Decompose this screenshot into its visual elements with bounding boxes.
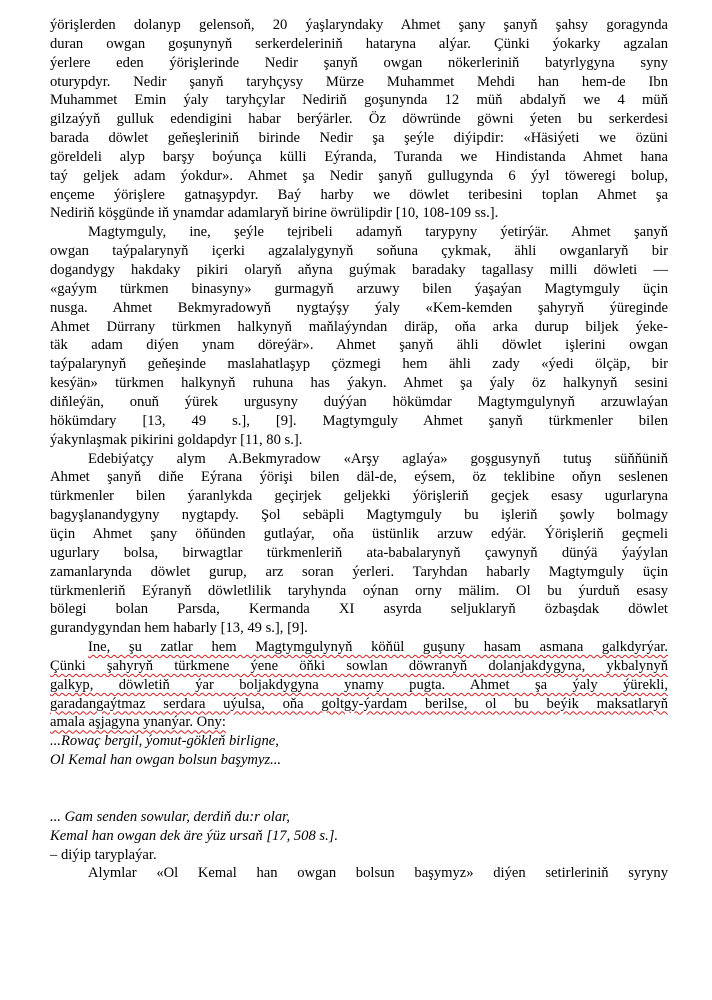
text-line: Edebiýatçy alym A.Bekmyradow «Arşy aglaýa» goşgusynyň tutuş süňňüniň — [88, 450, 668, 467]
text-line: diňleýän, onuň ýürek urgusyny duýýan hökümdar Magtymgulynyň arzuwlaýan — [50, 393, 668, 410]
text-line: täk adam diýen ynam döreýär». Ahmet şanyň ähli döwlet işlerini owgan — [50, 337, 668, 354]
text-line: Ahmet şanyň diňe Eýrana ýörişi bilen däl-de, eýsem, öz teklibine oňyn seslenen — [50, 469, 668, 486]
text-line: gilzaýyň gulluk edendigini habar berýärler. Öz döwründe göwni ýeten bu serkerdesi — [50, 111, 668, 128]
text-line: göreldeli alyp barşy boýunça külli Eýranda, Turanda we Hindistanda Ahmet hana — [50, 148, 668, 165]
text-line: bölegi bolan Parsda, Kermanda XI asyrda seljuklaryň özbaşdak döwlet — [50, 601, 668, 618]
text-line: türkmenleriň Eýranyň döwletlilik taryhynda oýnan orny mälim. Ol bu ýurduň esasy — [50, 582, 668, 599]
text-line — [50, 695, 668, 714]
spellcheck-underlined-text: Ine, şu zatlar hem Magtymgulynyň köňül guşuny hasam asmana galkdyrýar. — [88, 639, 668, 656]
text-line: üçin Ahmet şany öňünden gutlaýar, oňa üstünlik arzuw edýär. Ýörişleriň geçmeli — [50, 525, 668, 542]
verse-2 — [50, 808, 668, 846]
text-line: Magtymguly, ine, şeýle tejribeli adamyň tarypyny ýetirýär. Ahmet şanyň — [88, 224, 668, 241]
text-line: ýörişlerden dolanyp gelensoň, 20 ýaşlaryndaky Ahmet şany şanyň şahsy goragynda — [50, 17, 668, 33]
text-line — [50, 657, 668, 676]
text-line — [50, 713, 668, 732]
text-line — [50, 676, 668, 695]
text-line: Alymlar «Ol Kemal han owgan bolsun başymyz» diýen setirleriniň syryny — [88, 865, 668, 882]
text-line: ugurlary bolsa, birwagtlar türkmenleriň ata-babalarynyň çawynyň dünýä ýaýylan — [50, 544, 668, 561]
spellcheck-underlined-text: Çünki şahyryň türkmene ýene öňki sowlan döwranyň dolanjakdygyna, ykbalynyň — [50, 657, 668, 674]
verse-line: Ol Kemal han owgan bolsun başymyz... — [50, 752, 282, 769]
text-line: kesýän» türkmen halkynyň ruhuna has ýakyn. Ahmet şa ýaly öz halkynyň sesini — [50, 375, 668, 392]
verse-line: Kemal han owgan dek äre ýüz ursaň [17, 508 s.]. — [50, 827, 339, 844]
text-line: «gaýym türkmen binasyny» gurmagyň arzuwy bilen ýaşaýan Magtymguly üçin — [50, 280, 668, 297]
text-line: ençeme ýörişlere gatnaşypdyr. Baý harby we döwlet teribesini toplan Ahmet şa — [50, 186, 668, 203]
text-line: barada döwlet geňeşleriniň birinde Nedir şa şeýle diýipdir: «Häsiýeti we özüni — [50, 130, 668, 147]
text-line: Muhammet Emin ýaly taryhçylar Nediriň goşunynda 12 müň abdalyň we 4 müň — [50, 92, 668, 109]
paragraph-2 — [50, 223, 668, 449]
paragraph-3 — [50, 450, 668, 638]
spellcheck-underlined-text: amala aşjagyna ynanýar. Ony: — [50, 714, 226, 731]
text-line: oturypdyr. Nedir şanyň taryhçysy Mürze Muhammet Mehdi han hem-de Ibn — [50, 73, 668, 90]
text-line: Ahmet Dürrany türkmen halkynyň maňlaýyndan diräp, oňa arka durup biljek ýeke- — [50, 318, 668, 335]
verse-line: ...Rowaç bergil, ýomut-gökleň birligne, — [50, 733, 279, 750]
text-line: taý geljek adam ýokdur». Ahmet şa Nedir şanyň gullugynda 6 ýyl töweregi bolup, — [50, 167, 668, 184]
verse-1 — [50, 732, 668, 770]
text-line: duran owgan goşunynyň serkerdeleriniň hataryna alýar. Çünki ýokarky agzalan — [50, 35, 668, 52]
verse-line: ... Gam senden sowular, derdiň du:r olar, — [50, 808, 290, 825]
text-line: Nediriň köşgünde iň ynamdar adamlaryň birine öwrülipdir [10, 108-109 ss.]. — [50, 205, 499, 222]
text-line: ýerlere eden ýörişlerinde Nedir şanyň owgan nökerleriniň batyrlygyna syny — [50, 54, 668, 71]
text-line: nusga. Ahmet Bekmyradowyň nygtaýşy ýaly «Kem-kemden şahyryň ýüreginde — [50, 299, 668, 316]
paragraph-4 — [50, 638, 668, 732]
spellcheck-underlined-text: galkyp, döwletiň ýar boljakdygyna ynamy pugta. Ahmet şa ýaly ýürekli, — [50, 676, 668, 693]
paragraph-5 — [50, 846, 668, 884]
text-line — [50, 638, 668, 657]
text-line: zamanlarynda döwlet gurup, arz soran ýerleri. Taryhdan habarly Magtymguly üçin — [50, 563, 668, 580]
text-line: taýpalarynyň geňeşinde maslahatlaşyp çözmegi hem ähli zady «ýedi ölçäp, bir — [50, 356, 668, 373]
text-line: hökümdary [13, 49 s.], [9]. Magtymguly Ahmet şanyň türkmenler bilen — [50, 412, 668, 429]
text-line: gurandygyndan hem habarly [13, 49 s.], [9]. — [50, 620, 308, 637]
paragraph-1 — [50, 16, 668, 223]
text-line: bagyşlanandygyny nygtapdy. Şol sebäpli Magtymguly bu işleriň şowly bolmagy — [50, 507, 668, 524]
text-line: türkmenler bilen ýaranlykda geçirjek geljekki ýörişleriň geçjek esasy ugurlaryna — [50, 488, 668, 505]
text-line: ýakynlaşmak pikirini goldapdyr [11, 80 s.]. — [50, 431, 303, 448]
text-line: dogandygy hakdaky pikiri olaryň aňyna guýmak baradaky tagallasy milli döwleti — — [50, 262, 668, 279]
spellcheck-underlined-text: garadangaýtmaz serdara uýulsa, oňa goltgy-ýardam berilse, ol bu beýik maksatlaryň — [50, 695, 668, 712]
text-line: – diýip taryplaýar. — [50, 846, 157, 863]
text-line: owgan taýpalarynyň içerki agzalalygynyň soňuna çykmak, ähli owganlaryň bir — [50, 243, 668, 260]
